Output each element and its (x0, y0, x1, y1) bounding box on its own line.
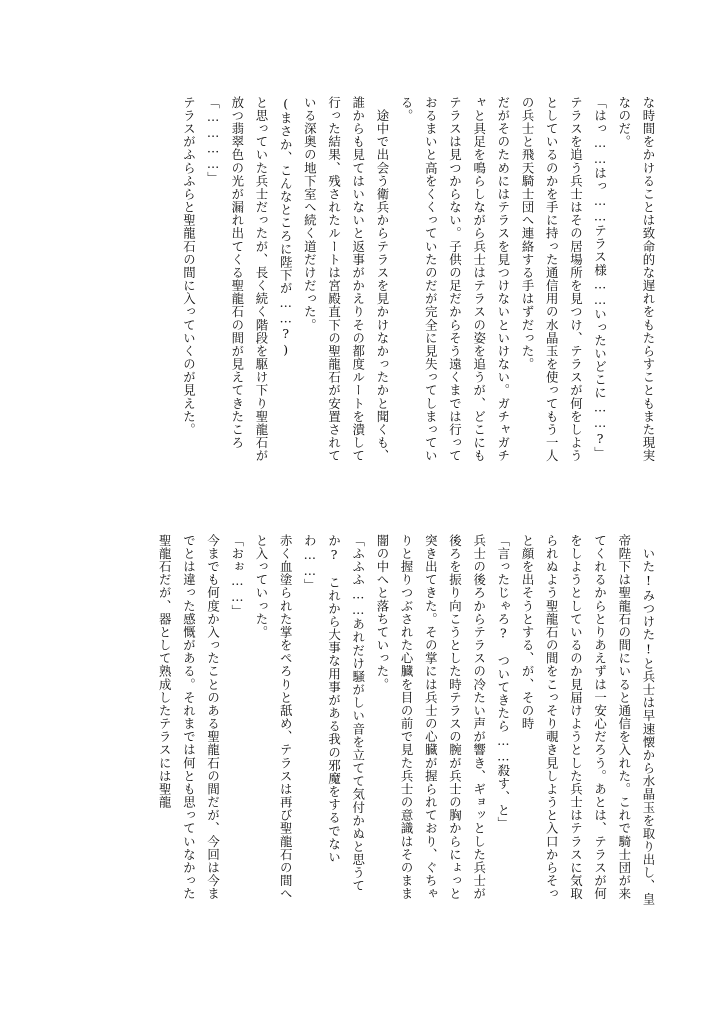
paragraph: 「言ったじゃろ? ついてきたら……殺す、と」 (495, 534, 511, 830)
block-lower-columns (152, 534, 660, 906)
paragraph: 「おぉ……」 (229, 534, 245, 618)
paragraph: 「…………」 (205, 96, 221, 185)
paragraph: 赤く血塗られた掌をぺろりと舐め、テラスは再び聖龍石の間へと入っていった。 (254, 534, 294, 901)
paragraph: 途中で出会う衛兵からテラスを見かけなかったかと聞くも、誰からも見てはいないと返事がかえりその都度ルートを潰して行った結果、残されたルートは宮殿直下の聖龍石が安置されている深奥の地下室へ続く道だけだった。 (302, 96, 390, 463)
paragraph: 兵士の後ろからテラスの冷たい声が響き、ギョッとした兵士が後ろを振り向こうとした時テラスの腕が兵士の胸からにょっと突き出てきた。その掌には兵士の心臓が握られており、ぐちゃりと握りつぶされた心臓を目の前で見た兵士の意識はそのまま闇の中へと落ちていった。 (374, 534, 487, 901)
paragraph: 「ふふふ……あれだけ騒がしい音を立てて気付かぬと思うてか? これから大事な用事がある我の邪魔をするでないわ……」 (302, 534, 366, 893)
block-upper-columns (176, 96, 660, 468)
paragraph: と思っていた兵士だったが、長く続く階段を駆け下り聖龍石が放つ翡翠色の光が漏れ出てくる聖龍石の間が見えてきたころ (229, 96, 269, 463)
paragraph: だがそのためにはテラスを見つけないといけない。ガチャガチャと具足を鳴らしながら兵士はテラスの姿を追うが、どこにもテラスは見つからない。子供の足だからそう遠くまでは行っておるまいと高をくくっていたのだが完全に見失ってしまっている。 (399, 96, 511, 463)
paragraph: な時間をかけることは致命的な遅れをもたらすこともまた現実なのだ。 (616, 96, 656, 463)
paragraph: いた!みつけた!と兵士は早速懐から水晶玉を取り出し、皇帝陛下は聖龍石の間にいると通信を入れた。これで騎士団が来てくれるからとりあえずは一安心だろう。あとは、テラスが何をしようとしているのか見届けようとした兵士はテラスに気取られぬよう聖龍石の間をこっそり覗き見しようと入口からそっと顔を出そうとする、が、その時 (520, 534, 656, 906)
paragraph: 今までも何度か入ったことのある聖龍石の間だが、今回は今までとは違った感慨がある。それまでは何とも思っていなかった聖龍石だが、器として熟成したテラスには聖龍 (157, 534, 221, 901)
text-block-upper (60, 96, 660, 468)
paragraph: (まさか、こんなところに陛下が……?) (278, 96, 294, 358)
paragraph: テラスがふらふらと聖龍石の間に入っていくのが見えた。 (181, 96, 197, 437)
paragraph: 「はっ……はっ……テラス様……いったいどこに……?」 (592, 96, 608, 460)
text-block-lower (60, 534, 660, 906)
paragraph: テラスを追う兵士はその居場所を見つけ、テラスが何をしようとしているのかを手に持った通信用の水晶玉を使ってもう一人の兵士と飛天騎士団へ連絡する手はずだった。 (520, 96, 584, 463)
